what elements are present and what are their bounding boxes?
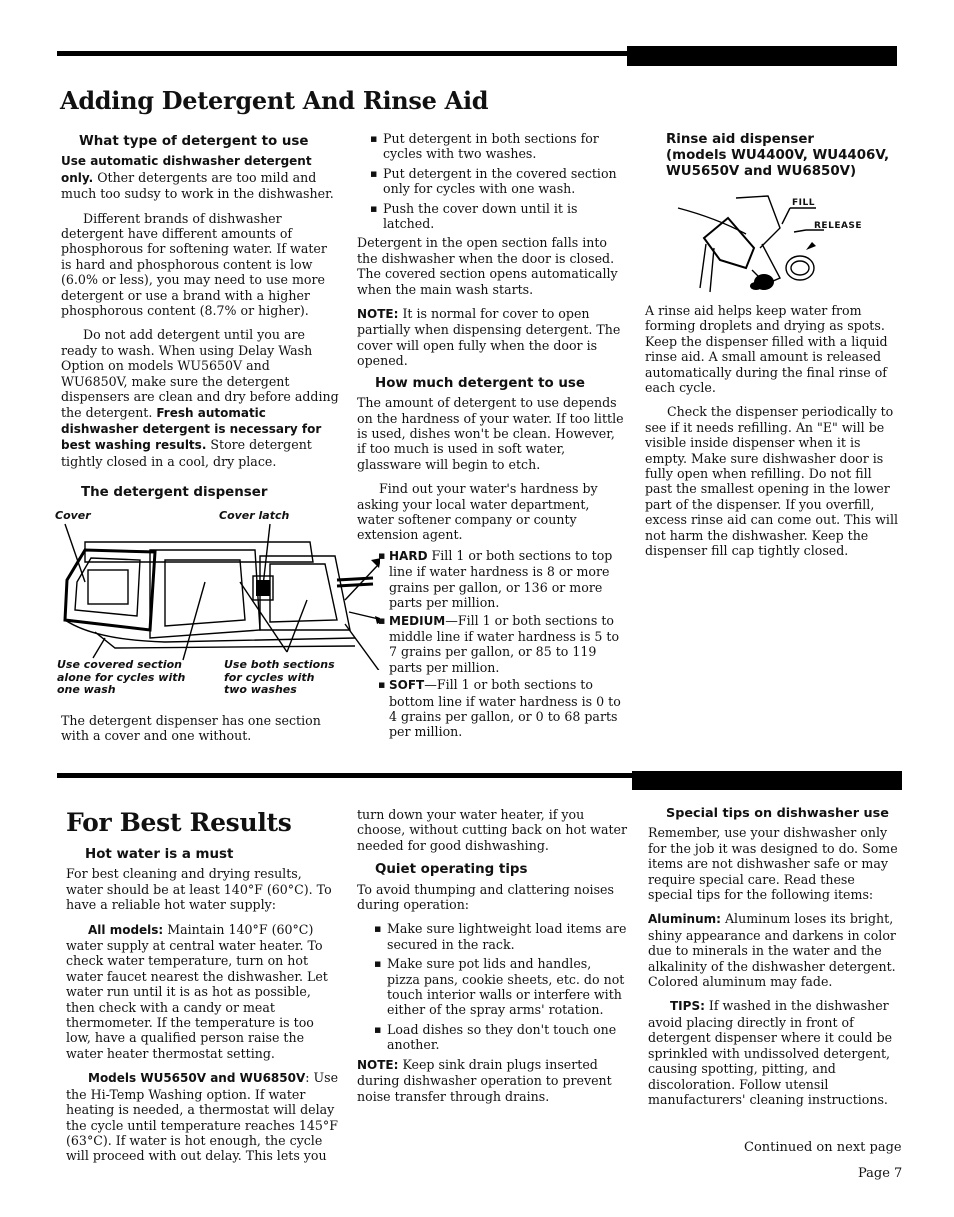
hardness-item-medium: ▪ MEDIUM—Fill 1 or both sections to middle line if water hardness is 5 to 7 grains per gallon, or 85 to 119 parts per million. [359,613,629,676]
fig-label-release: RELEASE [814,221,863,231]
paragraph-avoid-thumping: To avoid thumping and clattering noises during operation: [357,881,614,913]
hardness-item-hard: ▪ HARD Fill 1 or both sections to top line if water hardness is 8 or more grains per gallon, or 136 or more parts per million. [359,548,629,611]
paragraph-check-dispenser: Check the dispenser periodically to see if it needs refilling. An "E" will be visible inside dispenser when it is empty. Make sure dishwasher door is fully open when refilling. Do not fill past the smallest opening in the lower part of the dispenser. If you overfill, excess rinse aid can come out. This will not harm the dishwasher. Keep the dispenser fill cap tightly closed. [645,404,899,559]
column-rinse-aid [645,303,901,566]
fig-label-fill: FILL [792,198,815,208]
section-rule-thick [627,46,897,66]
paragraph-brands: Different brands of dishwasher detergent have different amounts of phosphorous for softening water. If water is hard and phosphorous content is low (6.0% or less), you may need to use more detergent or use a brand with a higher phosphorous content (8.7% or higher). [61,210,327,319]
fig-label-cover-latch: Cover latch [219,509,290,522]
paragraph-aluminum: Aluminum: Aluminum loses its bright, shiny appearance and darkens in color due to minerals in the water and the alkalinity of the dishwasher detergent. Colored aluminum may fade. [648,911,896,990]
note-cover-open: NOTE: It is normal for cover to open partially when dispensing detergent. The cover will open fully when the door is opened. [357,306,621,369]
section-rule-thick-2 [632,771,902,790]
heading-what-type: What type of detergent to use [79,134,309,149]
quiet-tips-list [357,921,627,1052]
note-sink-drain: NOTE: Keep sink drain plugs inserted during dishwasher operation to prevent noise transfer through drains. [357,1056,612,1104]
section-title-adding-detergent: Adding Detergent And Rinse Aid [60,86,489,115]
paragraph-best-cleaning: For best cleaning and drying results, water should be at least 140°F (60°C). To have a reliable hot water supply: [66,866,332,913]
fig-label-cover: Cover [55,509,91,522]
column-what-type [61,134,339,476]
list-item: ▪ Put detergent in the covered section only for cycles with one wash. [353,166,627,197]
paragraph-dispenser-sections: The detergent dispenser has one section with a cover and one without. [61,713,321,744]
column-special-tips [648,806,902,1114]
column-detergent-amount [357,131,627,547]
list-item: ▪ Load dishes so they don't touch one another. [357,1022,627,1053]
paragraph-tips: TIPS: If washed in the dishwasher avoid placing directly in front of detergent dispenser where it could be sprinkled with undissolved detergent, causing spotting, pitting, and discoloration. Follow utensil manufacturers' cleaning instructions. [648,998,893,1107]
hardness-item-soft: ▪ SOFT—Fill 1 or both sections to bottom line if water hardness is 0 to 4 grains per gallon, or 0 to 68 parts per million. [359,677,629,740]
heading-rinse-aid: Rinse aid dispenser (models WU4400V, WU4406V, WU5650V and WU6850V) [666,132,890,179]
paragraph-do-not-add: Do not add detergent until you are ready to wash. When using Delay Wash Option on models WU5650V and WU6850V, make sure the detergent dispensers are clean and dry before adding the detergent. Fresh automatic dishwasher detergent is necessary for best washing results. Store detergent tightly closed in a cool, dry place. [61,327,339,469]
fig-caption-use-both: Use both sections for cycles with two washes [224,658,335,696]
paragraph-amount-depends: The amount of detergent to use depends on the hardness of your water. If too little is used, dishes won't be clean. However, if too much is used in soft water, glassware will begin to etch. [357,395,624,472]
detergent-dispenser-illustration [55,520,380,670]
paragraph-turn-down: turn down your water heater, if you choose, without cutting back on hot water needed for good dishwashing. [357,807,628,853]
paragraph-all-models: All models: Maintain 140°F (60°C) water supply at central water heater. To check water temperature, turn on hot water faucet nearest the dishwasher. Let water run until it is as hot as possible, then check with a candy or meat thermometer. If the temperature is too low, have a qualified person raise the water heater thermostat setting. [66,921,328,1061]
section-rule-thin-2 [57,773,632,778]
rinse-aid-dispenser-illustration [676,188,856,300]
column-hot-water [66,847,342,1171]
list-item: ▪ Push the cover down until it is latched. [353,201,627,232]
paragraph-remember: Remember, use your dishwasher only for the job it was designed to do. Some items are not dishwasher safe or may require special care. Read these special tips for the following items: [648,825,898,903]
paragraph-hi-temp-models: Models WU5650V and WU6850V: Use the Hi-Temp Washing option. If water heating is needed, a thermostat will delay the cycle until temperature reaches 145°F (63°C). If water is hot enough, the cycle will proceed with out delay. This lets you [66,1070,339,1164]
continued-note: Continued on next page [744,1140,902,1155]
section-title-best-results: For Best Results [66,808,292,837]
page-number: Page 7 [858,1166,903,1181]
paragraph-find-hardness: Find out your water's hardness by asking your local water department, water softener company or county extension agent. [357,481,598,543]
paragraph-rinse-aid-helps: A rinse aid helps keep water from forming droplets and drying as spots. Keep the dispenser filled with a liquid rinse aid. A small amount is released automatically during the final rinse of each cycle. [645,303,888,396]
column-quiet-operating [357,807,627,1111]
paragraph-use-automatic: Use automatic dishwasher detergent only. Other detergents are too mild and much too sudsy to work in the dishwasher. [61,154,334,202]
list-item: ▪ Put detergent in both sections for cycles with two washes. [353,131,627,162]
section-rule-thin [57,51,627,56]
heading-detergent-dispenser: The detergent dispenser [81,485,268,500]
hardness-list [359,548,629,740]
list-item: ▪ Make sure pot lids and handles, pizza pans, cookie sheets, etc. do not touch interior walls or interfere with either of the spray arms' rotation. [357,956,627,1018]
heading-how-much: How much detergent to use [375,375,585,391]
heading-hot-water: Hot water is a must [85,847,234,862]
heading-special-tips: Special tips on dishwasher use [666,806,889,821]
heading-quiet-operating: Quiet operating tips [375,862,528,878]
list-item: ▪ Make sure lightweight load items are secured in the rack. [357,921,627,952]
paragraph-open-section: Detergent in the open section falls into the dishwasher when the door is closed. The covered section opens automatically when the main wash starts. [357,235,618,297]
fig-caption-use-covered: Use covered section alone for cycles with one wash [57,658,186,696]
detergent-placement-list [353,131,627,231]
